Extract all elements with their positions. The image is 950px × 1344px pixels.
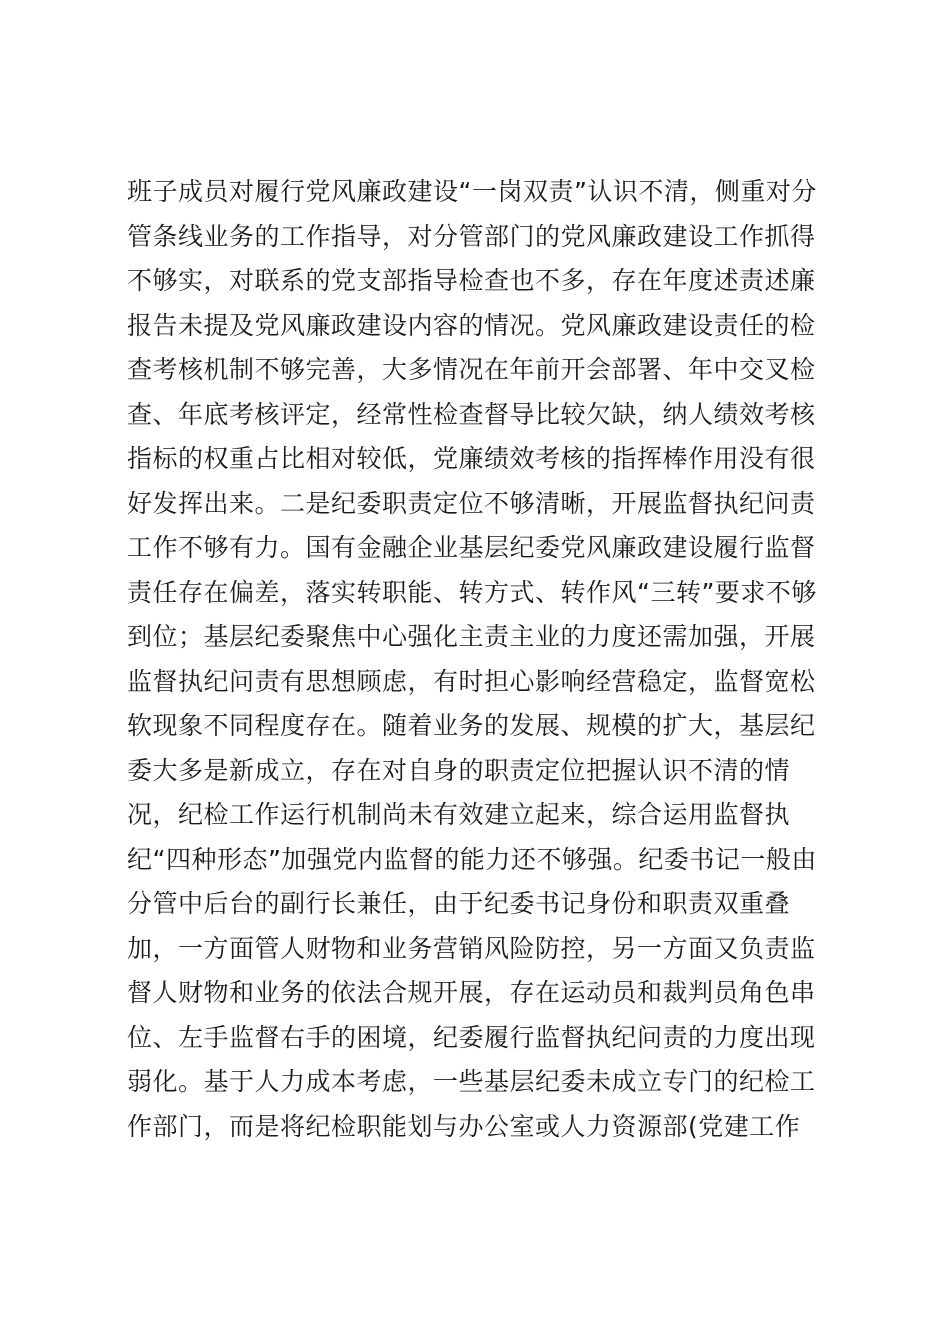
text-line: 弱化。基于人力成本考虑，一些基层纪委未成立专门的纪检工 [127, 1067, 816, 1096]
text-line: 督人财物和业务的依法合规开展，存在运动员和裁判员角色串 [127, 978, 816, 1007]
text-line: 责任存在偏差，落实转职能、转方式、转作风“三转”要求不够 [127, 577, 817, 607]
text-line: 查考核机制不够完善，大多情况在年前开会部署、年中交叉检 [127, 355, 816, 384]
text-line: 况，纪检工作运行机制尚未有效建立起来，综合运用监督执 [127, 800, 791, 829]
text-line: 纪“四种形态”加强党内监督的能力还不够强。纪委书记一般由 [127, 844, 817, 874]
text-line: 分管中后台的副行长兼任，由于纪委书记身份和职责双重叠 [127, 889, 791, 918]
text-line: 监督执纪问责有思想顾虑，有时担心影响经营稳定，监督宽松 [127, 666, 816, 696]
text-line: 管条线业务的工作指导，对分管部门的党风廉政建设工作抓得 [127, 221, 816, 251]
text-line: 指标的权重占比相对较低，党廉绩效考核的指挥棒作用没有很 [127, 444, 816, 473]
text-line: 加，一方面管人财物和业务营销风险防控，另一方面又负责监 [127, 933, 816, 963]
text-line: 软现象不同程度存在。随着业务的发展、规模的扩大，基层纪 [127, 711, 816, 740]
text-line: 委大多是新成立，存在对自身的职责定位把握认识不清的情 [127, 755, 791, 785]
body-paragraph [127, 170, 827, 1149]
text-line: 位、左手监督右手的困境，纪委履行监督执纪问责的力度出现 [127, 1022, 816, 1052]
text-line: 好发挥出来。二是纪委职责定位不够清晰，开展监督执纪问责 [127, 488, 816, 518]
text-line: 到位；基层纪委聚焦中心强化主责主业的力度还需加强，开展 [127, 622, 816, 651]
text-line: 查、年底考核评定，经常性检查督导比较欠缺，纳人绩效考核 [127, 399, 816, 429]
text-line: 报告未提及党风廉政建设内容的情况。党风廉政建设责任的检 [127, 310, 816, 340]
text-line: 不够实，对联系的党支部指导检查也不多，存在年度述责述廉 [127, 266, 816, 295]
text-line: 工作不够有力。国有金融企业基层纪委党风廉政建设履行监督 [127, 533, 816, 562]
text-line: 作部门，而是将纪检职能划与办公室或人力资源部(党建工作 [127, 1111, 801, 1141]
text-line: 班子成员对履行党风廉政建设“一岗双责”认识不清，侧重对分 [127, 177, 817, 206]
